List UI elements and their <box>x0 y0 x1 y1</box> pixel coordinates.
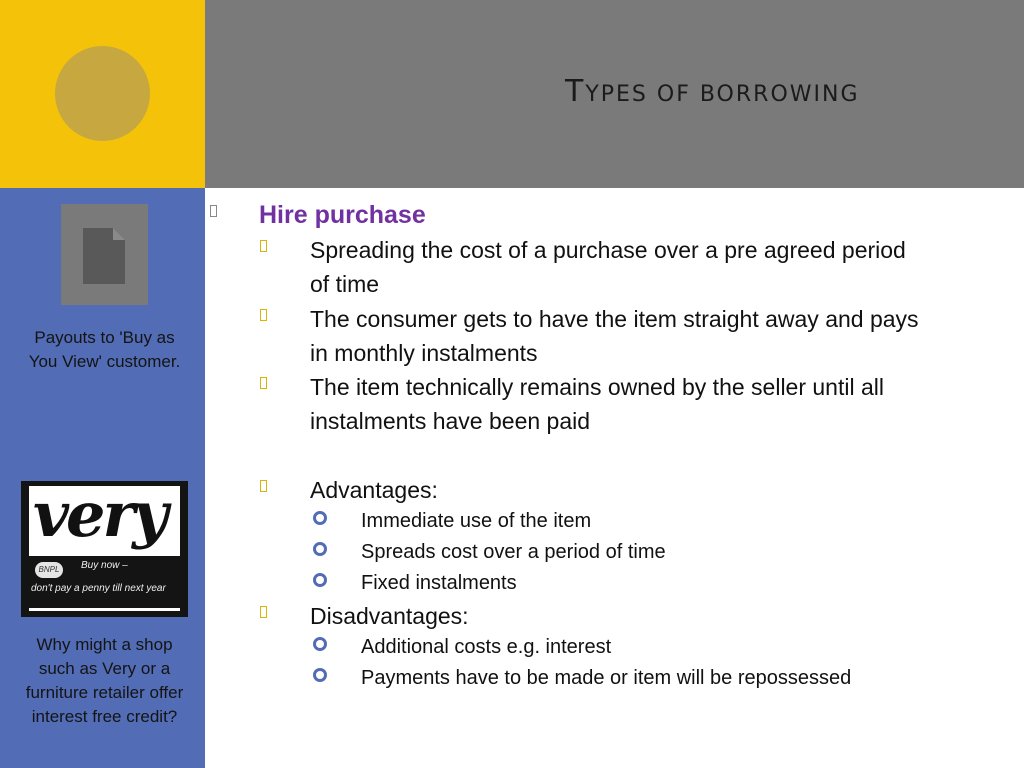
very-logo-image <box>21 478 188 617</box>
hire-purchase-heading: Hire purchase <box>259 201 426 229</box>
square-bullet-icon <box>260 480 267 492</box>
slide-content <box>205 188 1024 768</box>
caption-top <box>8 326 201 374</box>
caption-bottom-line: such as Very or a <box>38 659 171 678</box>
very-tagline-1: Buy now – <box>81 560 128 571</box>
caption-bottom-line: furniture retailer offer <box>25 683 184 702</box>
caption-bottom-line: Why might a shop <box>36 635 173 654</box>
slide-title <box>565 74 860 109</box>
slide-title-rest: YPES OF BORROWING <box>585 82 860 107</box>
point-line: in monthly instalments <box>310 340 538 366</box>
square-bullet-icon <box>260 377 267 389</box>
box-bullet-icon <box>210 205 217 217</box>
disadvantage-item: Payments have to be made or item will be repossessed <box>361 667 852 689</box>
square-bullet-icon <box>260 240 267 252</box>
square-bullet-icon <box>260 309 267 321</box>
very-logo-inner <box>29 478 180 611</box>
decorative-circle <box>55 46 150 141</box>
advantage-item: Fixed instalments <box>361 572 517 594</box>
disadvantage-item: Additional costs e.g. interest <box>361 636 612 658</box>
advantage-item: Immediate use of the item <box>361 510 592 532</box>
document-icon-placeholder <box>61 204 148 305</box>
ring-bullet-icon <box>313 542 327 556</box>
point-line: instalments have been paid <box>310 408 591 434</box>
ring-bullet-icon <box>313 668 327 682</box>
point-line: Spreading the cost of a purchase over a pre agreed period <box>310 237 906 263</box>
disadvantages-label: Disadvantages: <box>310 603 469 629</box>
advantages-label: Advantages: <box>310 477 438 503</box>
bnpl-badge: BNPL <box>35 562 63 578</box>
ring-bullet-icon <box>313 573 327 587</box>
caption-top-line: You View' customer. <box>28 352 181 371</box>
corner-accent-block <box>0 0 205 188</box>
ring-bullet-icon <box>313 637 327 651</box>
point-line: of time <box>310 271 380 297</box>
slide-title-first-letter: T <box>565 74 586 109</box>
ring-bullet-icon <box>313 511 327 525</box>
caption-top-line: Payouts to 'Buy as <box>34 328 175 347</box>
square-bullet-icon <box>260 606 267 618</box>
advantage-item: Spreads cost over a period of time <box>361 541 666 563</box>
very-logo-word: very <box>33 478 166 551</box>
caption-bottom <box>8 633 201 729</box>
caption-bottom-line: interest free credit? <box>31 707 178 726</box>
very-logo-strip <box>29 556 180 608</box>
document-icon <box>83 228 125 284</box>
very-tagline-2: don't pay a penny till next year <box>31 583 166 594</box>
point-line: The consumer gets to have the item straight away and pays <box>310 306 919 332</box>
point-line: The item technically remains owned by the seller until all <box>310 374 884 400</box>
